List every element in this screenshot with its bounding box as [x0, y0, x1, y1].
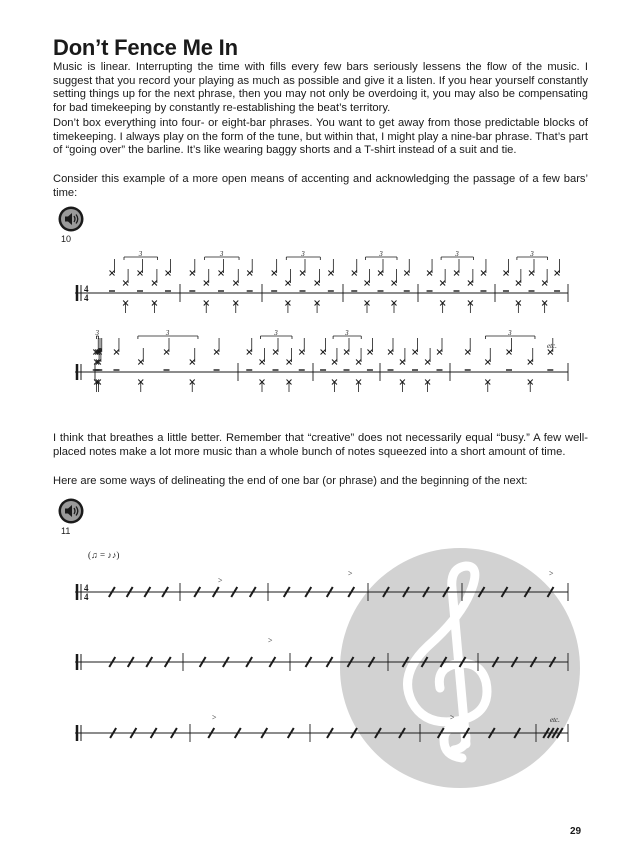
accent-mark: >	[450, 713, 455, 722]
time-signature-bottom: 4	[84, 592, 89, 602]
paragraph-5: Here are some ways of delineating the end of one bar (or phrase) and the beginning of the next:	[53, 475, 528, 487]
etc-label: etc.	[550, 716, 560, 724]
accent-mark: >	[268, 636, 273, 645]
tuplet-label: 3	[301, 250, 305, 258]
accent-mark: >	[549, 569, 554, 578]
tuplet-label: 3	[379, 250, 383, 258]
page-number: 29	[570, 826, 582, 837]
tuplet-label: 3	[165, 329, 170, 337]
tuplet-label: 3	[138, 250, 143, 258]
paragraph-3: Consider this example of a more open means of accenting and acknowledging the passage of a few bars’ time:	[53, 173, 588, 199]
tuplet-label: 3	[95, 329, 99, 337]
tuplet-label: 3	[508, 329, 512, 337]
accent-mark: >	[348, 569, 353, 578]
etc-label: etc.	[547, 342, 557, 350]
time-signature-bottom: 4	[84, 293, 89, 303]
audio-track-number: 11	[61, 526, 71, 536]
paragraph-4: I think that breathes a little better. Remember that “creative” does not necessarily equal “busy.” A few well-placed notes make a lot more music than a whole bunch of notes squeezed into a short amount of time.	[53, 432, 588, 458]
time-signature-top: 4	[84, 284, 89, 294]
tuplet-label: 3	[530, 250, 534, 258]
swing-indication: (♫ = ♪♪)	[88, 550, 120, 560]
paragraph-2: Don’t box everything into four- or eight-bar phrases. You want to get away from those predictable blocks of timekeeping. I always play on the form of the tune, but within that, I might play a nine-bar phrase. That’s part of “going over” the barline. It’s like wearing baggy shorts and a T-shirt instead of a suit and tie.	[53, 117, 588, 157]
audio-track-number: 10	[61, 234, 72, 244]
tuplet-label: 3	[219, 250, 224, 258]
tuplet-label: 3	[274, 329, 278, 337]
accent-mark: >	[218, 576, 223, 585]
paragraph-1: Music is linear. Interrupting the time with fills every few bars seriously lessens the flow of the music. I suggest that you record your playing as much as possible and give it a listen. If you hear yourself constantly setting things up for the next phrase, then you may not only be overdoing it, you may also be compensating for bad timekeeping by constantly re-establishing the beat’s territory.	[53, 61, 588, 114]
tuplet-label: 3	[345, 329, 349, 337]
tuplet-label: 3	[455, 250, 459, 258]
page-title: Don’t Fence Me In	[53, 35, 238, 60]
accent-mark: >	[212, 713, 217, 722]
time-signature-top: 4	[84, 583, 89, 593]
